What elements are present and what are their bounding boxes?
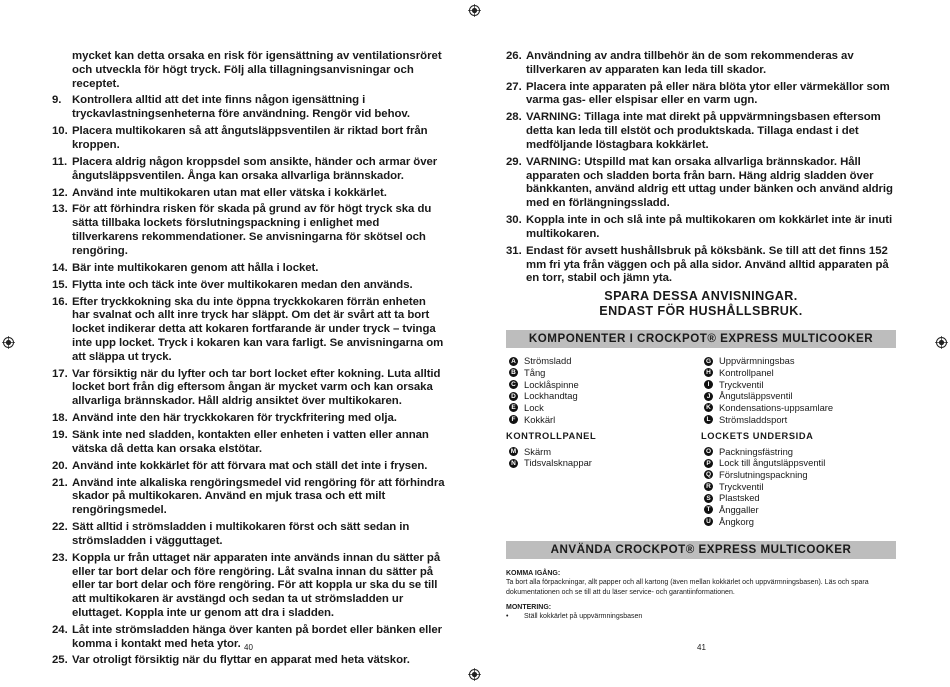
- component-label: Uppvärmningsbas: [719, 355, 795, 367]
- item-text: Var försiktig när du lyfter och tar bort locket efter kokning. Luta alltid locket bort från dig eftersom ångan är mycket varm och kan orsaka allvarliga brännskador. Håll aldrig ansiktet över multikokaren.: [72, 367, 441, 408]
- parts-list-g-l: [701, 355, 896, 425]
- component-label: Tidsvalsknappar: [524, 457, 592, 469]
- item-text: VARNING: Utspilld mat kan orsaka allvarliga brännskador. Håll apparaten och sladden borta från barn. Häng aldrig sladden över bänkkanten, använd aldrig ett uttag under bänken och använd aldrig med en förlängningssladd.: [526, 155, 893, 210]
- item-text: Använd inte multikokaren utan mat eller vätska i kokkärlet.: [72, 186, 387, 199]
- getting-started-text: Ta bort alla förpackningar, allt papper och all kartong (även mellan kokkärlet och uppvärmningsbasen). Läs och spara dokumentationen och se till att du läser service- och garantiinformationen.: [506, 579, 869, 596]
- item-text: Användning av andra tillbehör än de som rekommenderas av tillverkaren av apparaten kan leda till skador.: [526, 50, 854, 76]
- registration-mark-left-icon: [2, 336, 15, 349]
- component-label: Kontrollpanel: [719, 367, 774, 379]
- list-item: [52, 412, 445, 426]
- component-label: Packningsfästring: [719, 445, 793, 457]
- component-item: [701, 457, 896, 469]
- item-number: 19.: [52, 428, 68, 441]
- component-label: Kokkärl: [524, 413, 556, 425]
- component-item: [506, 379, 701, 391]
- item-text: Bär inte multikokaren genom att hålla i locket.: [72, 261, 319, 274]
- item-text: Låt inte strömsladden hänga över kanten på bordet eller bänken eller komma i kontakt med heta ytor.: [72, 623, 443, 650]
- component-item: [506, 402, 701, 414]
- item-number: 27.: [506, 80, 522, 93]
- item-number: 11.: [52, 155, 68, 168]
- save-instructions-heading: SPARA DESSA ANVISNINGAR.: [604, 289, 798, 304]
- letter-badge-icon: A: [509, 357, 518, 366]
- component-item: [506, 446, 701, 458]
- page-number-left: 40: [244, 643, 253, 652]
- letter-badge-icon: M: [510, 447, 517, 455]
- list-item: [52, 654, 445, 668]
- component-label: Skärm: [524, 445, 552, 457]
- page-number-right: 41: [697, 643, 706, 652]
- list-item: [52, 125, 445, 153]
- item-number: 26.: [506, 50, 522, 62]
- item-number: 28.: [506, 111, 522, 124]
- list-item: [52, 279, 445, 293]
- item-text: Använd inte den här tryckkokaren för tryckfritering med olja.: [72, 412, 397, 425]
- item-text: Kontrollera alltid att det inte finns någon igensättning i tryckavlastningsenheterna före användning. Rengör vid behov.: [72, 94, 410, 121]
- component-item: [701, 469, 896, 481]
- letter-badge-icon: H: [704, 368, 713, 377]
- registration-mark-bottom-icon: [468, 668, 481, 681]
- component-item: [506, 390, 701, 402]
- item-text: Koppla ur från uttaget när apparaten inte används innan du sätter på eller tar bort delar och före rengöring. Låt svalna innan du sätter på eller tar bort delar och före rengöring. För att koppla ur ska du se till att multikokaren är avstängd och sedan ta ut strömsladden ur eluttaget. Koppla inte ur genom att dra i sladden.: [72, 551, 441, 619]
- item-number: 25.: [52, 654, 68, 667]
- item-number: 16.: [52, 295, 68, 308]
- item-number: 9.: [52, 94, 62, 107]
- using-section-bar: ANVÄNDA CROCKPOT® EXPRESS MULTICOOKER: [506, 541, 896, 559]
- item-text: Var otroligt försiktig när du flyttar en apparat med heta vätskor.: [72, 654, 410, 667]
- intro-continuation: mycket kan detta orsaka en risk för igensättning av ventilationsröret och utveckla för högt tryck. Följ alla tillagningsanvisningar och receptet.: [72, 50, 442, 90]
- item-text: Placera aldrig någon kroppsdel som ansikte, händer och armar över ångutsläppsventilen. Ånga kan orsaka allvarliga brännskador.: [72, 155, 438, 182]
- component-item: [701, 446, 896, 458]
- registration-mark-top-icon: [468, 4, 481, 17]
- component-item: [701, 492, 896, 504]
- item-number: 10.: [52, 125, 68, 138]
- item-number: 14.: [52, 261, 68, 274]
- list-item: [52, 477, 445, 518]
- item-number: 30.: [506, 214, 522, 227]
- component-label: Tryckventil: [719, 480, 764, 492]
- item-text: Efter tryckkokning ska du inte öppna tryckkokaren förrän enheten har svalnat och allt inre tryck har släppt. Om det är svårt att ta bort locket indikerar detta att kokaren fortfarande är under tryck – tvinga inte upp locket. Tryck i kokaren kan vara farligt. Se anvisningarna om att släppa ut tryck.: [72, 295, 444, 363]
- component-label: Kondensations-uppsamlare: [719, 402, 834, 414]
- components-section-bar: KOMPONENTER I CROCKPOT® EXPRESS MULTICOOKER: [506, 330, 896, 348]
- components-grid: [506, 355, 896, 527]
- letter-badge-icon: O: [705, 447, 712, 455]
- component-label: Förslutningspackning: [719, 468, 808, 480]
- component-label: Strömsladdsport: [719, 413, 788, 425]
- component-label: Tång: [524, 367, 546, 379]
- item-number: 17.: [52, 367, 68, 380]
- component-item: [506, 367, 701, 379]
- letter-badge-icon: U: [704, 517, 713, 526]
- item-number: 29.: [506, 155, 522, 168]
- letter-badge-icon: S: [704, 494, 713, 503]
- right-page-column: [506, 50, 896, 621]
- component-label: Ångutsläppsventil: [719, 390, 793, 402]
- list-item: [52, 368, 445, 409]
- letter-badge-icon: Q: [705, 471, 712, 479]
- item-number: 20.: [52, 459, 68, 472]
- item-text: För att förhindra risken för skada på grund av för högt tryck ska du sätta tillbaka lockets förslutningspackning i enlighet med tillverkarens rekommendationer. Se anvisningarna för skötsel och rengöring.: [72, 203, 432, 257]
- letter-badge-icon: R: [704, 482, 713, 491]
- assembly-step-text: Ställ kokkärlet på uppvärmningsbasen: [524, 612, 643, 620]
- letter-badge-icon: C: [509, 380, 518, 389]
- household-use-heading: ENDAST FÖR HUSHÅLLSBRUK.: [599, 304, 803, 319]
- list-item: [52, 460, 445, 474]
- letter-badge-icon: L: [704, 415, 713, 424]
- list-item: [506, 81, 896, 109]
- item-text: Använd inte kokkärlet för att förvara mat och ställ det inte i frysen.: [72, 459, 428, 472]
- component-label: Lock: [524, 402, 544, 414]
- item-number: 18.: [52, 412, 68, 425]
- letter-badge-icon: K: [704, 403, 713, 412]
- control-panel-heading: KONTROLLPANEL: [506, 430, 597, 441]
- component-label: Lock till ångutsläppsventil: [719, 457, 826, 469]
- component-item: [701, 390, 896, 402]
- list-item: [52, 94, 445, 122]
- list-item: [52, 187, 445, 201]
- item-number: 13.: [52, 203, 68, 216]
- item-number: 12.: [52, 186, 68, 199]
- list-item: [52, 156, 445, 184]
- item-text: Sänk inte ned sladden, kontakten eller enheten i vatten eller annan vätska då detta kan orsaka elstötar.: [72, 428, 429, 455]
- item-text: Endast för avsett hushållsbruk på köksbänk. Se till att det finns 152 mm fri yta från väggen och på alla sidor. Använd alltid apparaten på en torr, stabil och jämn yta.: [526, 244, 889, 285]
- list-item: [506, 156, 896, 211]
- letter-badge-icon: G: [705, 357, 712, 365]
- item-text: Placera multikokaren så att ångutsläppsventilen är riktad bort från kroppen.: [72, 125, 428, 151]
- item-number: 22.: [52, 521, 68, 534]
- assembly-step: [506, 612, 896, 621]
- component-label: Tryckventil: [719, 378, 764, 390]
- letter-badge-icon: E: [509, 403, 518, 412]
- safety-list-right: [506, 50, 896, 286]
- item-number: 15.: [52, 278, 68, 291]
- registration-mark-right-icon: [935, 336, 948, 349]
- letter-badge-icon: B: [509, 368, 518, 377]
- component-label: Strömsladd: [524, 355, 572, 367]
- left-page-column: [52, 50, 445, 671]
- parts-list-a-f: [506, 355, 701, 425]
- lid-underside-heading: LOCKETS UNDERSIDA: [701, 430, 814, 441]
- parts-list-lid-underside: [701, 446, 896, 528]
- list-item: [52, 521, 445, 549]
- list-item: [506, 245, 896, 286]
- component-label: Lockhandtag: [524, 390, 578, 402]
- letter-badge-icon: D: [509, 392, 518, 401]
- letter-badge-icon: P: [704, 459, 713, 468]
- item-text: Placera inte apparaten på eller nära blöta ytor eller värmekällor som varma gas- eller elspisar eller en varm ugn.: [526, 80, 890, 107]
- component-item: [701, 402, 896, 414]
- component-item: [701, 516, 896, 528]
- list-item: [52, 296, 445, 365]
- component-item: [701, 504, 896, 516]
- assembly-heading: MONTERING:: [506, 603, 552, 611]
- getting-started-heading: KOMMA IGÅNG:: [506, 570, 561, 578]
- safety-list-left: [52, 94, 445, 668]
- item-number: 21.: [52, 476, 68, 489]
- letter-badge-icon: J: [704, 392, 713, 401]
- item-text: Flytta inte och täck inte över multikokaren medan den används.: [72, 278, 413, 291]
- components-column-left: [506, 355, 701, 527]
- getting-started-section: [506, 569, 896, 621]
- list-item: [506, 214, 896, 242]
- list-item: [52, 203, 445, 258]
- parts-list-control-panel: [506, 446, 701, 469]
- letter-badge-icon: F: [509, 415, 518, 424]
- item-text: Använd inte alkaliska rengöringsmedel vid rengöring för att förhindra skador på multikokaren. Använd en mjuk trasa och ett milt rengöringsmedel.: [72, 476, 445, 517]
- list-item: [506, 50, 896, 78]
- letter-badge-icon: T: [704, 505, 713, 514]
- component-item: [701, 367, 896, 379]
- item-text: Sätt alltid i strömsladden i multikokaren först och sätt sedan in strömsladden i vägguttaget.: [72, 521, 410, 547]
- component-item: [701, 355, 896, 367]
- letter-badge-icon: N: [509, 459, 518, 468]
- component-label: Ånggaller: [719, 504, 759, 516]
- component-label: Plastsked: [719, 492, 760, 504]
- list-item: [52, 429, 445, 457]
- component-item: [506, 414, 701, 426]
- item-number: 23.: [52, 551, 68, 564]
- letter-badge-icon: I: [704, 380, 713, 389]
- component-label: Locklåspinne: [524, 378, 579, 390]
- item-text: Koppla inte in och slå inte på multikokaren om kokkärlet inte är inuti multikokaren.: [526, 214, 893, 240]
- bullet: •: [506, 612, 509, 620]
- component-label: Ångkorg: [719, 515, 754, 527]
- component-item: [701, 414, 896, 426]
- component-item: [506, 355, 701, 367]
- component-item: [701, 481, 896, 493]
- components-column-right: [701, 355, 896, 527]
- item-text: VARNING: Tillaga inte mat direkt på uppvärmningsbasen eftersom detta kan leda till elstöt och produktskada. Tillaga endast i det medföljande löstagbara kokkärlet.: [526, 111, 881, 151]
- list-item: [52, 552, 445, 621]
- list-item: [506, 111, 896, 152]
- list-item: [52, 262, 445, 276]
- item-number: 31.: [506, 244, 522, 257]
- component-item: [506, 457, 701, 469]
- component-item: [701, 379, 896, 391]
- item-number: 24.: [52, 623, 68, 636]
